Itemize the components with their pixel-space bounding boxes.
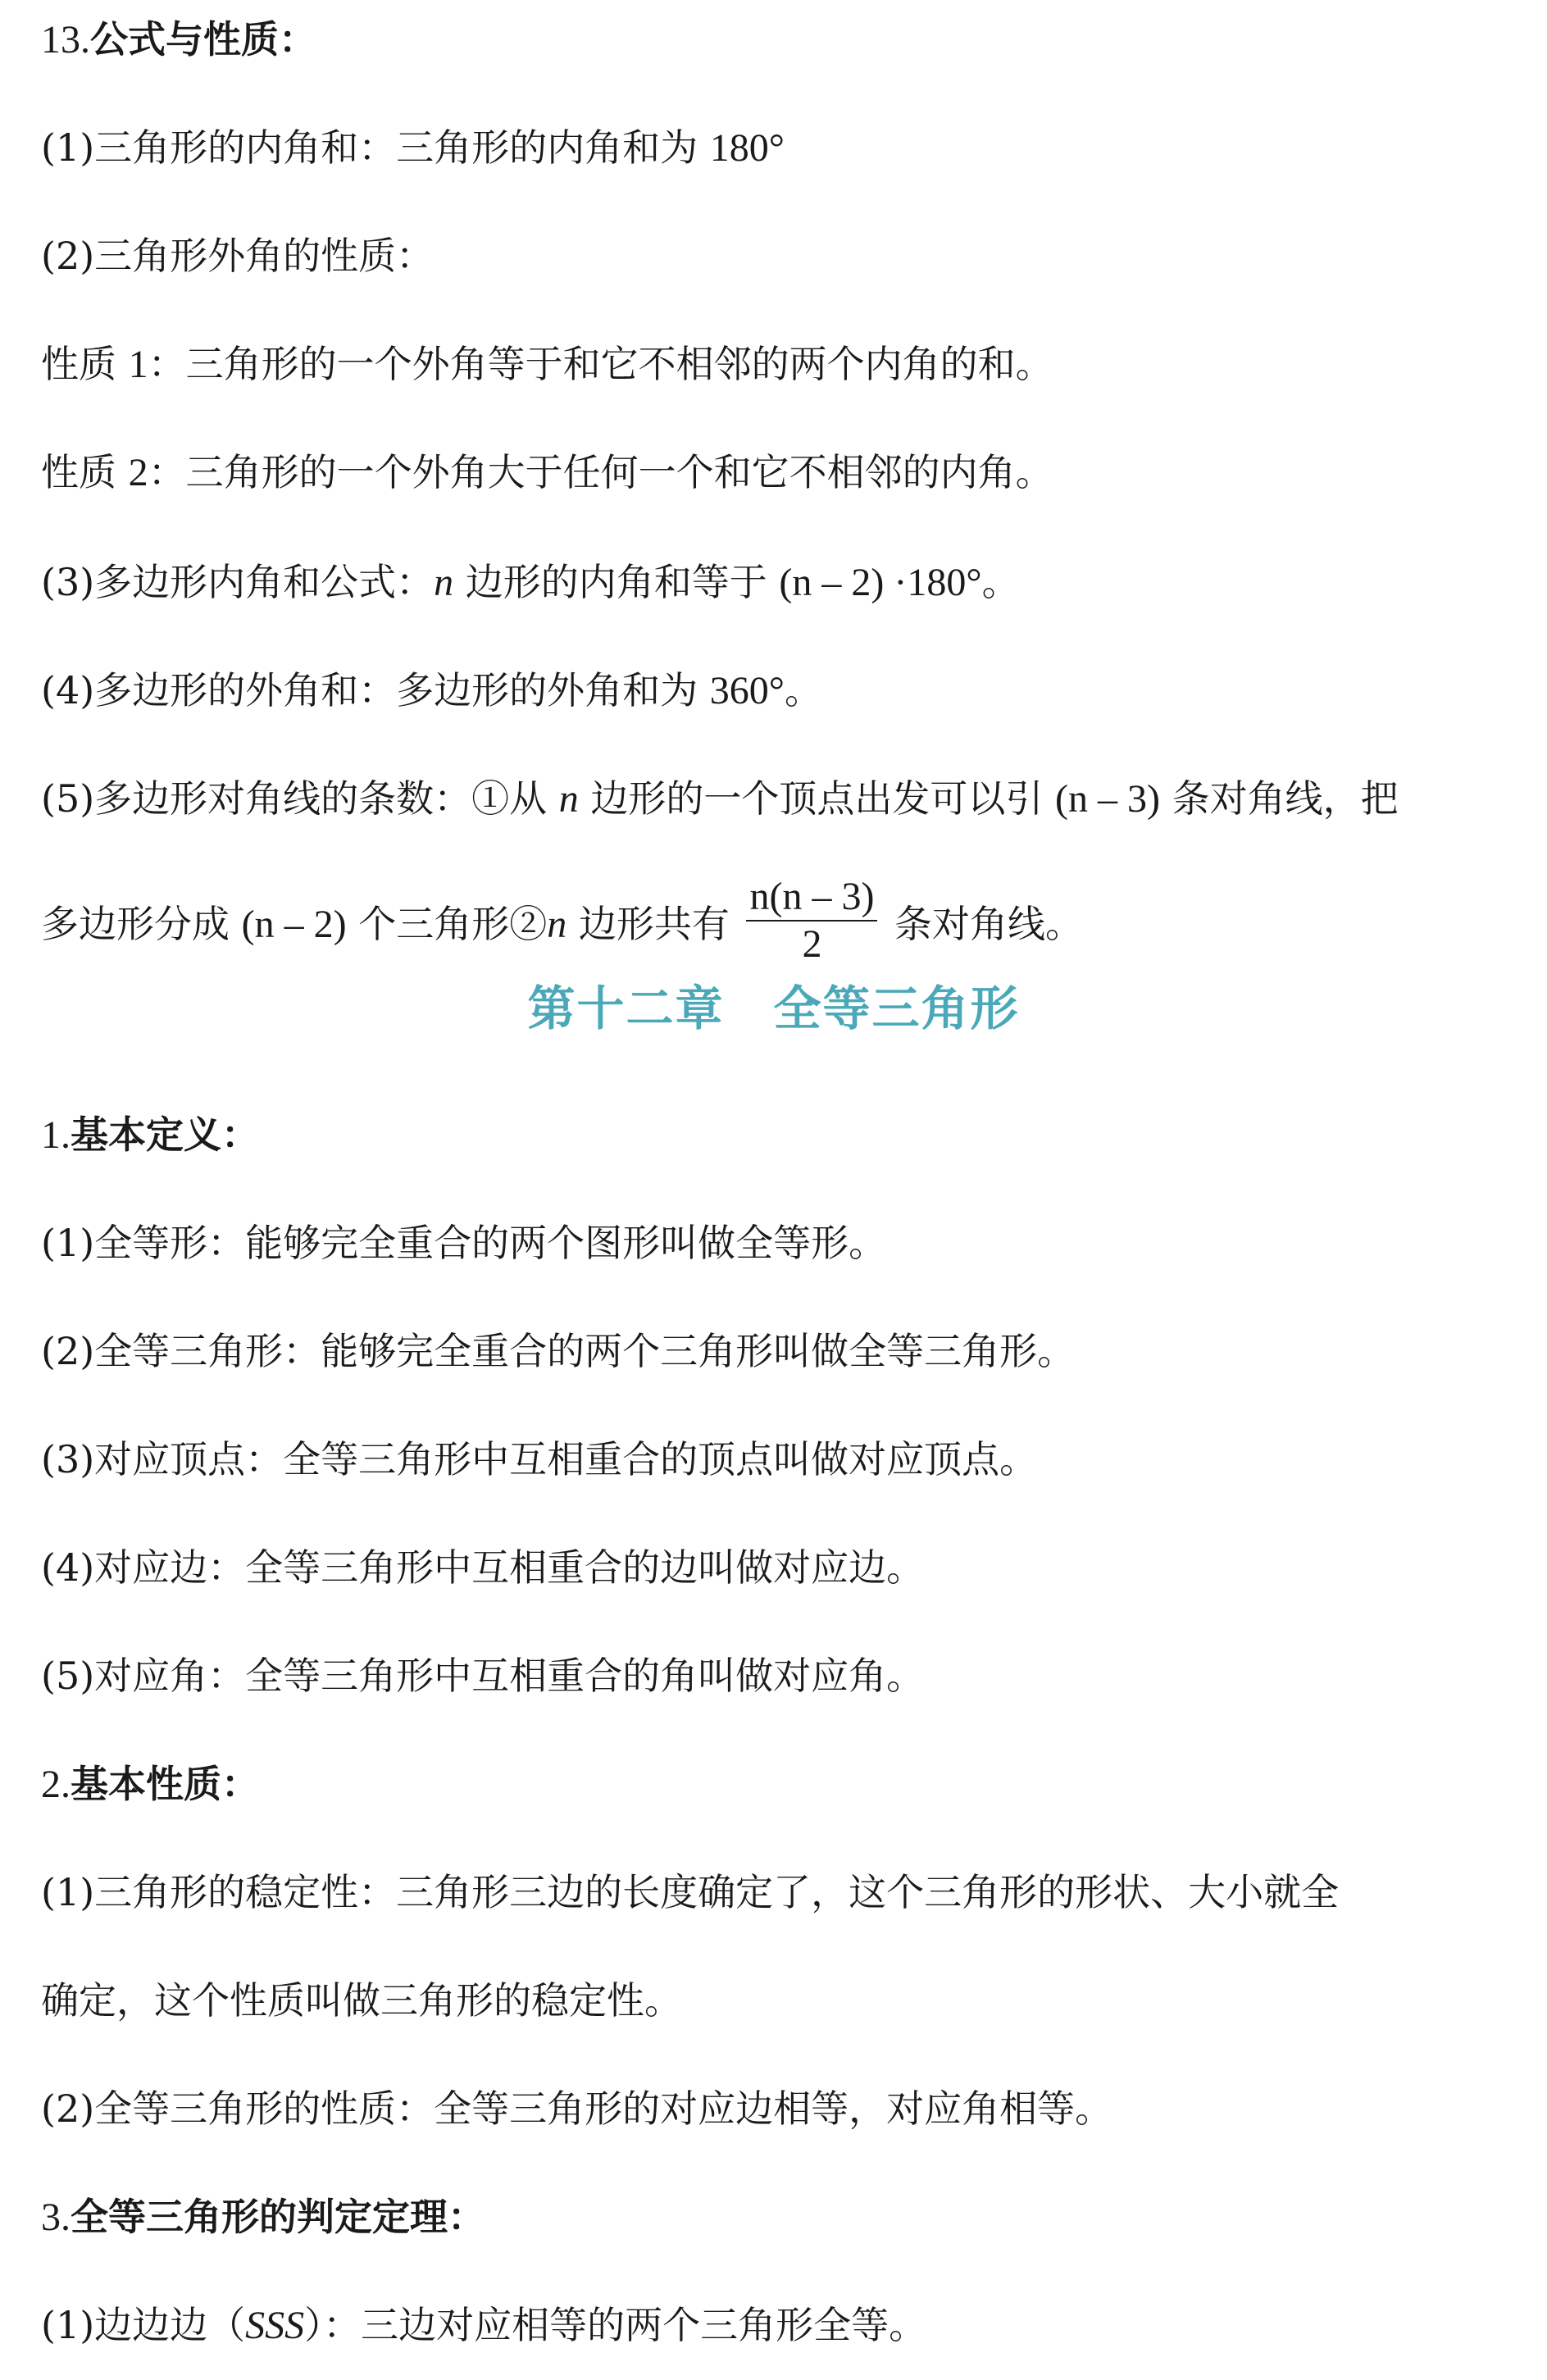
section-3-heading: 3.全等三角形的判定定理：	[41, 2195, 485, 2239]
definition-item: (3)对应顶点：全等三角形中互相重合的顶点叫做对应顶点。	[41, 1437, 1038, 1481]
polygon-exterior-sum-line: (4)多边形的外角和：多边形的外角和为 360°。	[41, 668, 822, 712]
fraction-denominator: 2	[802, 922, 822, 966]
section-13-heading	[41, 15, 1531, 65]
chapter-title	[0, 980, 1547, 1037]
section-title: 公式与性质：	[90, 17, 316, 61]
interior-angle-sum-line: (1)三角形的内角和：三角形的内角和为 180°	[41, 125, 785, 170]
sss-theorem-line: (1)边边边（SSS）：三边对应相等的两个三角形全等。	[41, 2303, 927, 2347]
section-number: 13.	[41, 18, 90, 61]
polygon-interior-formula-line: (3)多边形内角和公式：n 边形的内角和等于 (n – 2) ·180°。	[41, 560, 1020, 604]
definition-item: (1)全等形：能够完全重合的两个图形叫做全等形。	[41, 1221, 887, 1265]
exterior-angle-heading-line: (2)三角形外角的性质：	[41, 234, 435, 278]
stability-line-2: 确定，这个性质叫做三角形的稳定性。	[41, 1978, 682, 2023]
definition-item: (2)全等三角形：能够完全重合的两个三角形叫做全等三角形。	[41, 1329, 1076, 1373]
diagonal-count-line-1: (5)多边形对角线的条数：①从 n 边形的一个顶点出发可以引 (n – 3) 条对角线，把	[41, 776, 1399, 821]
congruent-property-line: (2)全等三角形的性质：全等三角形的对应边相等，对应角相等。	[41, 2086, 1113, 2131]
property-1-line: 性质 1：三角形的一个外角等于和它不相邻的两个内角的和。	[41, 342, 1053, 386]
definition-item: (4)对应边：全等三角形中互相重合的边叫做对应边。	[41, 1545, 925, 1590]
stability-line-1: (1)三角形的稳定性：三角形三边的长度确定了，这个三角形的形状、大小就全	[41, 1870, 1340, 1914]
chapter-name: 全等三角形	[773, 981, 1020, 1036]
chapter-number: 第十二章	[527, 981, 725, 1036]
definition-item: (5)对应角：全等三角形中互相重合的角叫做对应角。	[41, 1654, 925, 1698]
property-2-line: 性质 2：三角形的一个外角大于任何一个和它不相邻的内角。	[41, 450, 1053, 494]
section-2-heading: 2.基本性质：	[41, 1762, 259, 1806]
fraction-numerator: n(n – 3)	[746, 874, 877, 922]
diagonal-fraction	[746, 874, 877, 967]
section-1-heading: 1.基本定义：	[41, 1113, 259, 1157]
diagonal-count-line-2: 多边形分成 (n – 2) 个三角形②n 边形共有 $\frac{n(n - 3)}{2}$ 条对角线。	[41, 875, 1084, 966]
